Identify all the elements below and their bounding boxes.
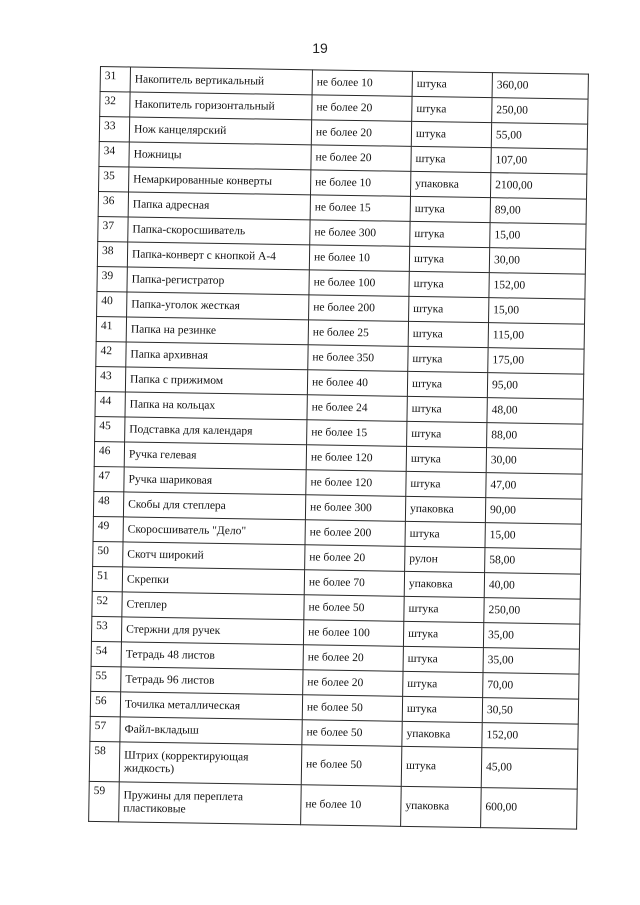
item-name: Тетрадь 96 листов (121, 667, 303, 695)
quantity-limit: не более 20 (305, 545, 405, 572)
row-number: 46 (94, 441, 124, 466)
item-name: Папка-регистратор (127, 267, 309, 295)
item-name: Накопитель вертикальный (130, 67, 312, 95)
row-number: 42 (96, 341, 126, 366)
item-name: Пружины для переплета пластиковые (119, 782, 302, 825)
price-value: 30,00 (486, 448, 582, 475)
unit-of-measure: упаковка (410, 171, 490, 197)
price-value: 152,00 (482, 723, 578, 750)
quantity-limit: не более 50 (301, 745, 402, 787)
quantity-limit: не более 20 (303, 645, 403, 672)
unit-of-measure: штука (410, 196, 490, 222)
row-number: 59 (89, 781, 120, 821)
unit-of-measure: упаковка (401, 786, 482, 827)
row-number: 56 (90, 691, 120, 716)
row-number: 35 (99, 166, 129, 191)
row-number: 38 (97, 241, 127, 266)
price-value: 15,00 (489, 298, 585, 325)
quantity-limit: не более 24 (307, 395, 407, 422)
price-value: 30,50 (482, 698, 578, 725)
item-name: Степлер (122, 592, 304, 620)
price-value: 250,00 (484, 598, 580, 625)
unit-of-measure: штука (411, 121, 491, 147)
item-name: Папка на кольцах (125, 392, 307, 420)
price-value: 35,00 (483, 623, 579, 650)
item-name: Папка на резинке (126, 317, 308, 345)
price-value: 47,00 (486, 473, 582, 500)
price-value: 35,00 (483, 648, 579, 675)
unit-of-measure: штука (409, 246, 489, 272)
row-number: 36 (98, 191, 128, 216)
item-name: Папка-конверт с кнопкой А-4 (127, 242, 309, 270)
unit-of-measure: штука (407, 421, 487, 447)
quantity-limit: не более 50 (302, 695, 402, 722)
item-name: Подставка для календаря (125, 417, 307, 445)
item-name: Ручка шариковая (124, 467, 306, 495)
unit-of-measure: штука (408, 346, 488, 372)
item-name: Тетрадь 48 листов (121, 642, 303, 670)
row-number: 32 (100, 92, 130, 117)
price-value: 175,00 (488, 348, 584, 375)
price-value: 45,00 (481, 748, 578, 790)
row-number: 53 (91, 616, 121, 641)
price-value: 55,00 (491, 123, 587, 150)
quantity-limit: не более 200 (305, 520, 405, 547)
price-value: 40,00 (484, 573, 580, 600)
item-name: Накопитель горизонтальный (130, 92, 312, 120)
price-value: 58,00 (485, 548, 581, 575)
quantity-limit: не более 300 (310, 220, 410, 247)
price-value: 95,00 (487, 373, 583, 400)
unit-of-measure: штука (403, 621, 483, 647)
row-number: 43 (95, 366, 125, 391)
quantity-limit: не более 10 (312, 70, 412, 97)
row-number: 52 (92, 591, 122, 616)
row-number: 34 (99, 141, 129, 166)
unit-of-measure: штука (409, 296, 489, 322)
quantity-limit: не более 200 (309, 295, 409, 322)
item-name: Скрепки (122, 567, 304, 595)
item-name: Файл-вкладыш (120, 717, 302, 745)
quantity-limit: не более 15 (310, 195, 410, 222)
row-number: 45 (95, 416, 125, 441)
row-number: 37 (98, 216, 128, 241)
item-name: Папка архивная (126, 342, 308, 370)
row-number: 57 (90, 716, 120, 741)
row-number: 48 (93, 491, 123, 516)
quantity-limit: не более 10 (311, 170, 411, 197)
price-value: 48,00 (487, 398, 583, 425)
item-name: Папка-скоросшиватель (128, 217, 310, 245)
quantity-limit: не более 100 (309, 270, 409, 297)
item-name: Точилка металлическая (120, 692, 302, 720)
unit-of-measure: штука (403, 646, 483, 672)
price-value: 15,00 (490, 223, 586, 250)
item-name: Штрих (корректирующая жидкость) (119, 742, 302, 785)
quantity-limit: не более 20 (312, 95, 412, 122)
unit-of-measure: штука (409, 271, 489, 297)
unit-of-measure: штука (404, 596, 484, 622)
row-number: 39 (97, 266, 127, 291)
quantity-limit: не более 25 (308, 320, 408, 347)
price-value: 88,00 (487, 423, 583, 450)
price-value: 30,00 (489, 248, 585, 275)
row-number: 44 (95, 391, 125, 416)
quantity-limit: не более 20 (303, 670, 403, 697)
item-name: Нож канцелярский (129, 117, 311, 145)
quantity-limit: не более 20 (311, 145, 411, 172)
quantity-limit: не более 100 (303, 620, 403, 647)
unit-of-measure: штука (412, 71, 492, 97)
item-name: Папка-уголок жесткая (127, 292, 309, 320)
price-table-wrapper (88, 66, 588, 832)
item-name: Немаркированные конверты (129, 167, 311, 195)
item-name: Скобы для степлера (123, 492, 305, 520)
quantity-limit: не более 10 (301, 785, 402, 827)
price-table (88, 66, 589, 830)
unit-of-measure: штука (407, 396, 487, 422)
unit-of-measure: штука (408, 321, 488, 347)
quantity-limit: не более 300 (305, 495, 405, 522)
row-number: 41 (96, 316, 126, 341)
quantity-limit: не более 20 (311, 120, 411, 147)
item-name: Скоросшиватель "Дело" (123, 517, 305, 545)
unit-of-measure: упаковка (405, 496, 485, 522)
quantity-limit: не более 50 (302, 720, 402, 747)
item-name: Ножницы (129, 142, 311, 170)
price-value: 152,00 (489, 273, 585, 300)
row-number: 51 (92, 566, 122, 591)
item-name: Скотч широкий (123, 542, 305, 570)
quantity-limit: не более 120 (306, 445, 406, 472)
item-name: Ручка гелевая (124, 442, 306, 470)
price-value: 600,00 (481, 788, 578, 830)
price-value: 90,00 (485, 498, 581, 525)
price-value: 70,00 (483, 673, 579, 700)
table-row (89, 781, 578, 829)
row-number: 55 (91, 666, 121, 691)
unit-of-measure: упаковка (404, 571, 484, 597)
row-number: 40 (97, 291, 127, 316)
price-value: 89,00 (490, 198, 586, 225)
unit-of-measure: штука (405, 521, 485, 547)
row-number: 50 (93, 541, 123, 566)
page-number: 19 (312, 40, 328, 56)
quantity-limit: не более 70 (304, 570, 404, 597)
unit-of-measure: упаковка (402, 721, 482, 747)
price-value: 250,00 (492, 98, 588, 125)
row-number: 58 (89, 741, 120, 781)
quantity-limit: не более 350 (308, 345, 408, 372)
row-number: 54 (91, 641, 121, 666)
unit-of-measure: штука (411, 146, 491, 172)
row-number: 47 (94, 466, 124, 491)
unit-of-measure: штука (406, 446, 486, 472)
quantity-limit: не более 15 (307, 420, 407, 447)
quantity-limit: не более 120 (306, 470, 406, 497)
unit-of-measure: штука (401, 746, 482, 787)
price-value: 360,00 (492, 73, 588, 100)
price-value: 107,00 (491, 148, 587, 175)
price-value: 15,00 (485, 523, 581, 550)
unit-of-measure: рулон (405, 546, 485, 572)
unit-of-measure: штука (410, 221, 490, 247)
quantity-limit: не более 40 (307, 370, 407, 397)
item-name: Папка с прижимом (125, 367, 307, 395)
item-name: Стержни для ручек (121, 617, 303, 645)
item-name: Папка адресная (128, 192, 310, 220)
price-value: 2100,00 (490, 173, 586, 200)
unit-of-measure: штука (406, 471, 486, 497)
unit-of-measure: штука (403, 671, 483, 697)
unit-of-measure: штука (407, 371, 487, 397)
price-value: 115,00 (488, 323, 584, 350)
row-number: 31 (100, 67, 130, 92)
unit-of-measure: штука (402, 696, 482, 722)
quantity-limit: не более 50 (304, 595, 404, 622)
row-number: 33 (99, 117, 129, 142)
row-number: 49 (93, 516, 123, 541)
quantity-limit: не более 10 (309, 245, 409, 272)
unit-of-measure: штука (412, 96, 492, 122)
table-body (89, 67, 589, 830)
